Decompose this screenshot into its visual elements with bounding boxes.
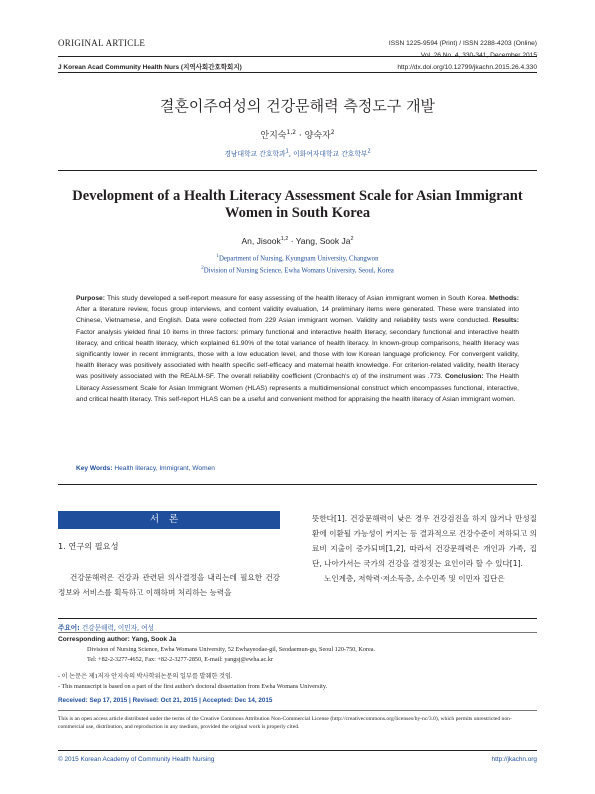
- footer-rule: [58, 750, 537, 751]
- corr-name: Yang, Sook Ja: [129, 636, 177, 643]
- affil-sup: 2: [367, 148, 371, 155]
- doi-link[interactable]: http://dx.doi.org/10.12799/jkachn.2015.26.4.330: [397, 64, 537, 71]
- english-affil-2: [0, 264, 595, 276]
- conclusion-label: Conclusion:: [442, 373, 484, 381]
- english-authors: [0, 236, 595, 246]
- volume-info: Vol. 26 No. 4, 330-341, December 2015: [420, 52, 537, 59]
- article-dates: Received: Sep 17, 2015 | Revised: Oct 21, 2015 | Accepted: Dec 14, 2015: [58, 697, 273, 704]
- title-rule: [58, 170, 537, 171]
- license-text: This is an open access article distributed under the terms of the Creative Commons Attribution Non-Commercial License (http://creativecommons.org/licenses/by-nc/3.0), which permits unrestricted non-commercial use, distribution, and reproduction in any medium, provided the original work is properly cited.: [58, 716, 512, 731]
- corr-address: Division of Nursing Science, Ewha Womans University, 52 Ewhayeodae-gil, Seodaemun-gu, Seoul 120-750, Korea.: [87, 646, 376, 653]
- english-affiliations: [0, 252, 595, 277]
- footnote-1: - 이 논문은 제1저자 안지숙의 박사학위논문의 일부를 발췌한 것임.: [58, 673, 233, 680]
- copyright: © 2015 Korean Academy of Community Health Nursing: [58, 756, 215, 763]
- korean-affil-1: 경남대학교 간호학과: [224, 150, 286, 158]
- body-paragraph: 뜻한다[1]. 건강문해력이 낮은 경우 건강검진을 하지 않거나 만성질환에 이환될 가능성이 커지는 등 결과적으로 건강수준이 저하되고 의료비 지출이 증가되며[1,2], 따라서 건강문해력은 개인과 가족, 집단, 나아가서는 국가의 건강을 결정짓는 요인이라 할 수 있다[1].: [312, 514, 537, 568]
- results-text: Factor analysis yielded final 10 items in three factors: primary functional and interactive health literacy, secondary functional and interactive health literacy, and critical health literacy, which explained 61.90% of the total variance of health literacy. In known-group comparisons, health literacy was significantly lower in recent immigrants, those with a low education level, and those with low Korean language proficiency. For convergent validity, health literacy was positively associated with health specific self-efficacy and maternal health knowledge. For criterion-related validity, health literacy was positively associated with the REALM-SF. The overall reliability coefficient (Cronbach's α) of the instrument was .773.: [76, 328, 519, 381]
- affil-sup: 1: [216, 254, 220, 259]
- english-title: Development of a Health Literacy Assessment Scale for Asian Immigrant Women in South Korea: [72, 188, 523, 221]
- corr-label: Corresponding author:: [58, 636, 130, 643]
- author-separator: ·: [296, 131, 305, 141]
- english-affil-1: [0, 252, 595, 264]
- website-link[interactable]: http://jkachn.org: [491, 756, 537, 763]
- corr-contact: Tel: +82-2-3277-4652, Fax: +82-2-3277-2850, E-mail: yangsj@ewha.ac.kr: [87, 655, 273, 663]
- korean-author-1: 안지숙: [260, 131, 287, 141]
- footnote-rule: [58, 618, 537, 619]
- license-rule: [58, 710, 537, 711]
- body-paragraph: 건강문해력은 건강과 관련된 의사결정을 내리는데 필요한 건강정보와 서비스를 획득하고 이해하며 처리하는 능력을: [58, 573, 280, 597]
- body-left-column: [58, 570, 280, 600]
- korean-title: 결혼이주여성의 건강문해력 측정도구 개발: [159, 97, 436, 115]
- english-author-2: Yang, Sook Ja: [295, 236, 351, 246]
- affil-sup: 2: [201, 266, 204, 272]
- affil-sup: 1: [285, 148, 289, 155]
- footnotes: [58, 672, 327, 692]
- purpose-text: This study developed a self-report measure for easy assessing of the health literacy of Asian immigrant women in South Korea.: [104, 295, 488, 302]
- footnote-2: - This manuscript is based on a part of the first author's doctoral dissertation from Ewha Womans University.: [58, 683, 328, 690]
- keywords: [76, 465, 215, 472]
- purpose-label: Purpose:: [76, 295, 105, 302]
- author-sup: 2: [350, 236, 354, 243]
- korean-keywords-value: 건강문해력, 이민자, 여성: [79, 624, 154, 632]
- korean-affil-2: 이화여자대학교 간호학부: [293, 150, 368, 158]
- english-author-1: An, Jisook: [241, 236, 281, 246]
- results-label: Results:: [489, 317, 520, 325]
- keywords-value: Health literacy, Immigrant, Women: [114, 465, 215, 472]
- korean-keywords: [58, 622, 154, 632]
- affil-separator: ,: [288, 150, 294, 158]
- korean-keywords-label: 주요어:: [58, 624, 80, 632]
- affil-text: Division of Nursing Science, Ewha Womans University, Seoul, Korea: [203, 267, 394, 275]
- issn: ISSN 1225-9594 (Print) / ISSN 2288-4203 (Online): [388, 40, 537, 47]
- publication-info: [389, 38, 537, 74]
- body-paragraph: 노인계층, 저학력·저소득층, 소수민족 및 이민자 집단은: [324, 574, 505, 583]
- body-right-column: [312, 511, 537, 586]
- article-type: ORIGINAL ARTICLE: [58, 38, 146, 48]
- methods-text: After a literature review, focus group interviews, and content validity evaluation, 14 preliminary items were generated. These were translated into Chinese, Vietnamese, and English. Data were collected from 229 Asian immigrant women. Validity and reliability tests were conducted.: [76, 306, 519, 325]
- methods-label: Methods:: [487, 295, 519, 302]
- korean-author-2: 양숙자: [304, 131, 331, 141]
- author-sup: 1,2: [280, 236, 289, 243]
- section-subheading: 1. 연구의 필요성: [58, 541, 119, 551]
- keywords-label: Key Words:: [76, 465, 113, 472]
- conclusion-text: The Health Literacy Assessment Scale for Asian Immigrant Women (HLAS) represents a multidimensional construct which encompasses functional, interactive, and critical health literacy. This self-report HLAS can be a useful and convenient method for appraising the health literacy of Asian immigrant women.: [76, 373, 519, 403]
- affil-text: Department of Nursing, Kyungnam University, Changwon: [219, 255, 379, 263]
- section-heading: 서론: [58, 511, 280, 529]
- author-sup: 1,2: [286, 129, 297, 136]
- corr-details: [87, 645, 375, 664]
- abstract: [76, 293, 519, 405]
- korean-affiliations: [0, 148, 595, 158]
- author-sup: 2: [330, 129, 335, 136]
- footnote-rule-2: [58, 632, 537, 633]
- korean-authors: [0, 128, 595, 141]
- abstract-rule: [58, 484, 537, 485]
- author-separator: ·: [288, 236, 296, 246]
- corresponding-author: [58, 635, 176, 645]
- journal-name: J Korean Acad Community Health Nurs (지역사회간호학회지): [58, 64, 242, 71]
